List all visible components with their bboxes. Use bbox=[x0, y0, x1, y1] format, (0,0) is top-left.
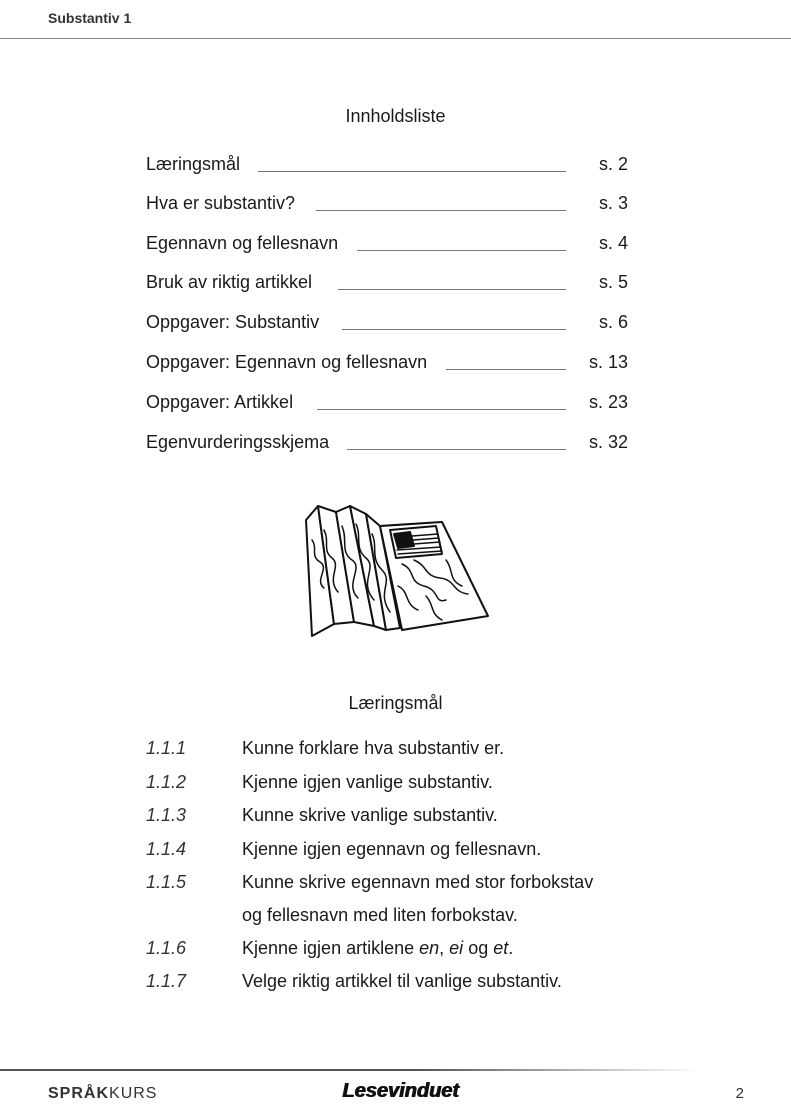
toc-leader-line bbox=[342, 329, 566, 330]
goal-number: 1.1.6 bbox=[146, 938, 187, 958]
lesevinduet-logo: Lesevinduet bbox=[342, 1080, 459, 1102]
article-ei: ei bbox=[449, 938, 464, 958]
goal-text-part: Kjenne igjen artiklene bbox=[242, 938, 420, 958]
goal-number: 1.1.3 bbox=[146, 805, 187, 825]
toc-item[interactable] bbox=[146, 432, 628, 460]
toc-item-page: s. 32 bbox=[588, 432, 628, 452]
folded-map-illustration bbox=[296, 500, 492, 640]
article-et: et bbox=[493, 938, 509, 958]
page-number: 2 bbox=[735, 1085, 744, 1102]
goal-number: 1.1.2 bbox=[146, 772, 187, 792]
toc-leader-line bbox=[347, 449, 566, 450]
toc-item-label: Egennavn og fellesnavn bbox=[146, 233, 339, 253]
toc-item-page: s. 5 bbox=[598, 272, 628, 292]
toc-item-page: s. 13 bbox=[588, 352, 628, 372]
footer-brand bbox=[48, 1085, 157, 1103]
toc-item[interactable] bbox=[146, 154, 628, 182]
article-en: en bbox=[419, 938, 440, 958]
goal-number: 1.1.4 bbox=[146, 839, 187, 859]
toc-item-page: s. 23 bbox=[588, 392, 628, 412]
toc-item-label: Oppgaver: Substantiv bbox=[146, 312, 320, 332]
toc-item[interactable] bbox=[146, 352, 628, 380]
goal-text: Kunne forklare hva substantiv er. bbox=[242, 738, 505, 758]
goal-text-part: . bbox=[508, 938, 514, 958]
goal-text: Kjenne igjen vanlige substantiv. bbox=[242, 772, 493, 792]
footer-brand-bold: SPRÅK bbox=[48, 1085, 110, 1102]
header-divider bbox=[0, 38, 791, 39]
toc-item-page: s. 6 bbox=[598, 312, 628, 332]
goal-number: 1.1.1 bbox=[146, 738, 187, 758]
toc-leader-line bbox=[338, 289, 566, 290]
goal-text-continued: og fellesnavn med liten forbokstav. bbox=[242, 905, 518, 925]
toc-leader-line bbox=[446, 369, 566, 370]
toc-item-page: s. 3 bbox=[598, 193, 628, 213]
goal-text: Velge riktig artikkel til vanlige substantiv. bbox=[242, 971, 562, 991]
toc-item[interactable] bbox=[146, 392, 628, 420]
toc-item[interactable] bbox=[146, 312, 628, 340]
footer-brand-rest: KURS bbox=[109, 1085, 158, 1102]
toc-leader-line bbox=[258, 171, 566, 172]
toc-leader-line bbox=[317, 409, 566, 410]
toc-item-label: Læringsmål bbox=[146, 154, 241, 174]
toc-item-page: s. 4 bbox=[598, 233, 628, 253]
toc-item[interactable] bbox=[146, 233, 628, 261]
goal-text bbox=[242, 938, 513, 959]
toc-item[interactable] bbox=[146, 193, 628, 221]
goal-text-part: , bbox=[439, 938, 450, 958]
toc-item[interactable] bbox=[146, 272, 628, 300]
toc-leader-line bbox=[316, 210, 566, 211]
toc-item-label: Egenvurderingsskjema bbox=[146, 432, 330, 452]
footer-divider bbox=[0, 1069, 700, 1071]
goal-text: Kunne skrive vanlige substantiv. bbox=[242, 805, 498, 825]
toc-title: Innholdsliste bbox=[345, 106, 446, 126]
goal-number: 1.1.5 bbox=[146, 872, 187, 892]
toc-item-label: Oppgaver: Egennavn og fellesnavn bbox=[146, 352, 428, 372]
toc-item-page: s. 2 bbox=[598, 154, 628, 174]
goal-number: 1.1.7 bbox=[146, 971, 187, 991]
header-title: Substantiv 1 bbox=[48, 10, 132, 26]
goal-text: Kunne skrive egennavn med stor forbokstav bbox=[242, 872, 594, 892]
toc-item-label: Bruk av riktig artikkel bbox=[146, 272, 313, 292]
goal-text-part: og bbox=[463, 938, 494, 958]
toc-item-label: Hva er substantiv? bbox=[146, 193, 296, 213]
toc-leader-line bbox=[357, 250, 566, 251]
goal-text: Kjenne igjen egennavn og fellesnavn. bbox=[242, 839, 542, 859]
goals-title: Læringsmål bbox=[348, 693, 443, 713]
toc-item-label: Oppgaver: Artikkel bbox=[146, 392, 294, 412]
